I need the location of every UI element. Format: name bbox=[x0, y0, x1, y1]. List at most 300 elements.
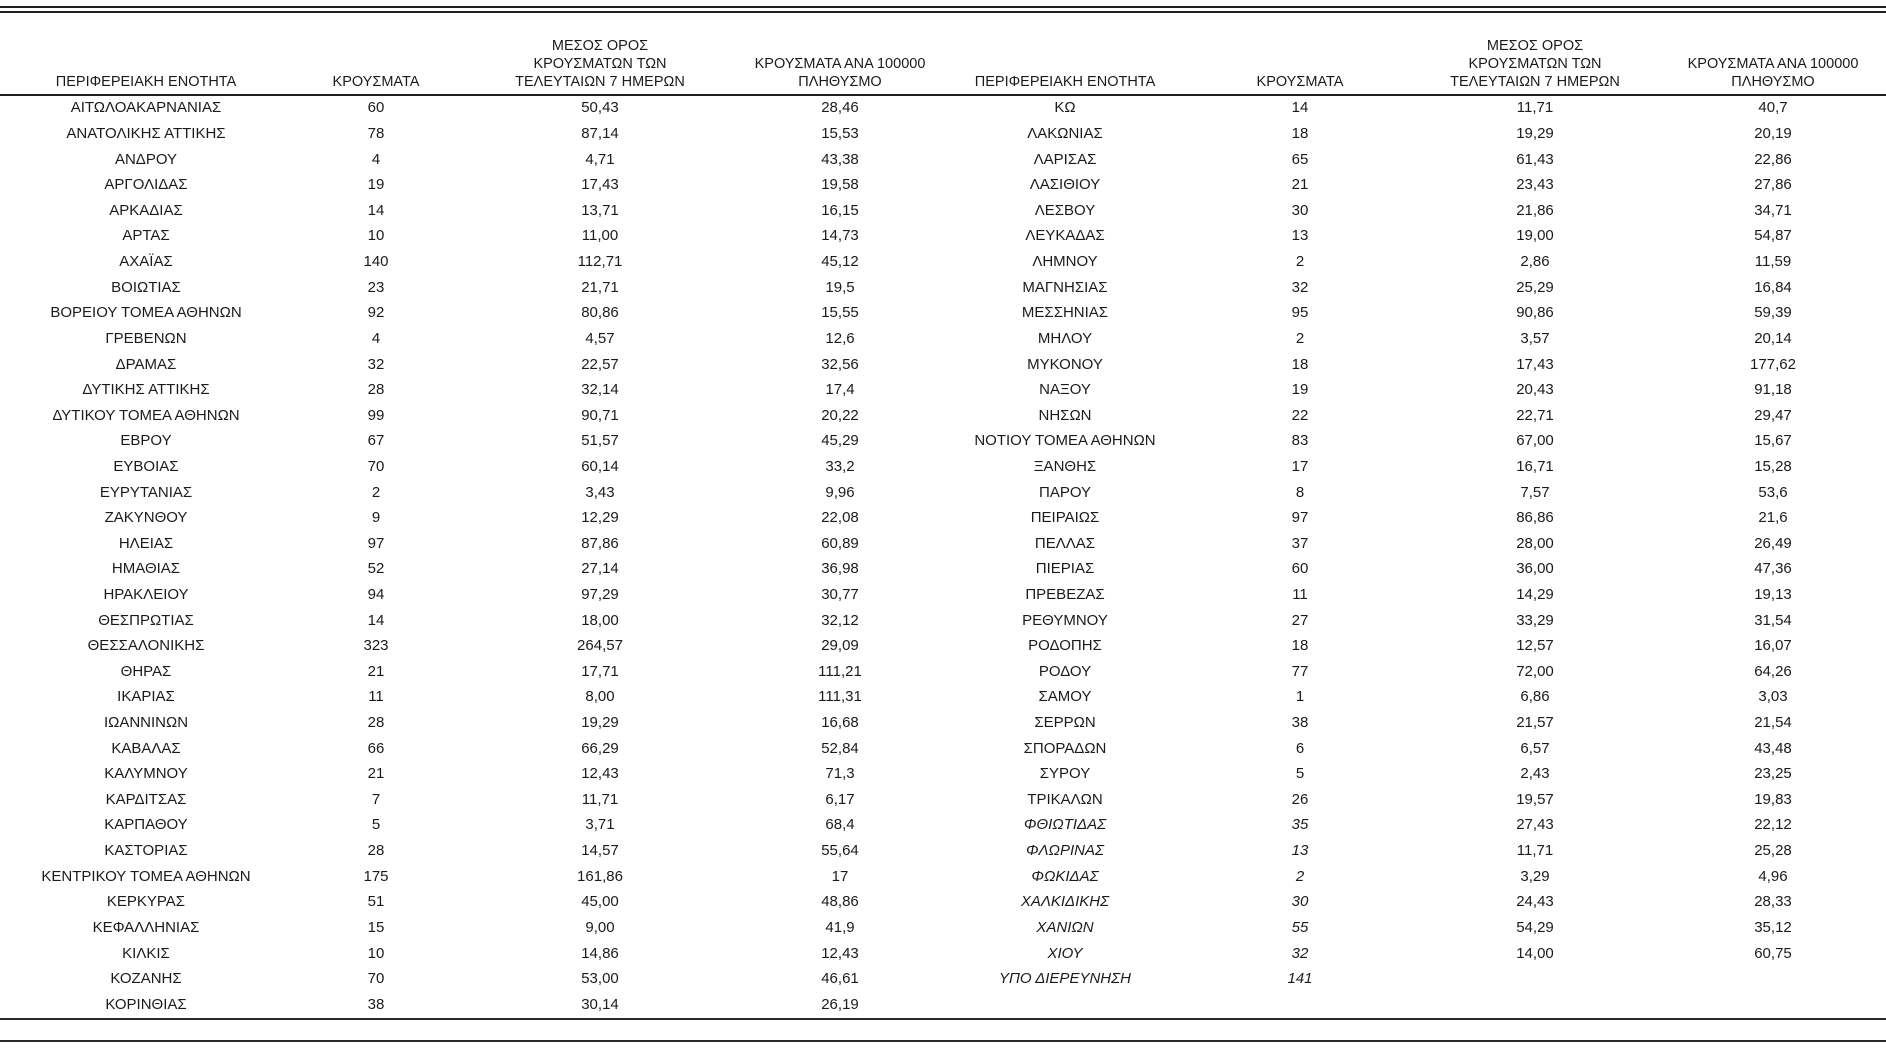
cases-cell: 5 bbox=[1295, 765, 1305, 783]
region-cell: ΝΑΞΟΥ bbox=[1039, 381, 1091, 399]
cases-cell: 15 bbox=[367, 918, 385, 936]
cases-cell: 60 bbox=[367, 99, 385, 117]
avg7-cell: 16,71 bbox=[1516, 457, 1554, 475]
header-avg7-line1: ΜΕΣΟΣ ΟΡΟΣ bbox=[551, 37, 649, 54]
region-cell: ΚΕΝΤΡΙΚΟΥ ΤΟΜΕΑ ΑΘΗΝΩΝ bbox=[41, 867, 251, 885]
avg7-cell: 14,29 bbox=[1516, 586, 1554, 603]
avg7-cell: 12,43 bbox=[581, 765, 619, 783]
per100k-cell: 68,4 bbox=[825, 816, 855, 834]
region-cell: ΚΟΖΑΝΗΣ bbox=[110, 970, 182, 988]
avg7-cell: 97,29 bbox=[581, 586, 619, 603]
cases-cell: 28 bbox=[367, 842, 385, 860]
cases-cell: 28 bbox=[367, 381, 385, 399]
region-cell: ΛΑΡΙΣΑΣ bbox=[1033, 150, 1097, 168]
region-cell: ΠΙΕΡΙΑΣ bbox=[1035, 560, 1095, 578]
region-cell: ΠΕΙΡΑΙΩΣ bbox=[1030, 509, 1100, 527]
per100k-cell: 111,31 bbox=[818, 688, 862, 706]
cases-cell: 67 bbox=[367, 432, 385, 450]
region-cell: ΕΥΡΥΤΑΝΙΑΣ bbox=[99, 483, 193, 501]
per100k-cell: 29,47 bbox=[1754, 406, 1792, 424]
avg7-cell: 72,00 bbox=[1516, 662, 1554, 680]
cases-cell: 77 bbox=[1291, 662, 1309, 680]
cases-cell: 323 bbox=[363, 637, 389, 655]
avg7-cell: 11,71 bbox=[581, 790, 619, 808]
per100k-cell bbox=[1660, 967, 1886, 993]
region-cell: ΡΕΘΥΜΝΟΥ bbox=[1022, 611, 1108, 629]
region-cell: ΔΥΤΙΚΟΥ ΤΟΜΕΑ ΑΘΗΝΩΝ bbox=[52, 406, 240, 424]
cases-table bbox=[0, 13, 1886, 1020]
per100k-cell: 20,22 bbox=[821, 406, 859, 424]
region-cell: ΚΙΛΚΙΣ bbox=[122, 944, 170, 962]
avg7-cell: 61,43 bbox=[1516, 150, 1554, 168]
cases-cell: 38 bbox=[1291, 714, 1309, 732]
avg7-cell: 17,71 bbox=[581, 662, 619, 680]
avg7-cell: 19,29 bbox=[1516, 125, 1554, 143]
avg7-cell: 14,57 bbox=[581, 842, 619, 860]
cases-cell: 32 bbox=[1291, 278, 1309, 296]
top-double-rule bbox=[0, 6, 1886, 13]
per100k-cell: 3,03 bbox=[1758, 688, 1788, 706]
avg7-cell: 112,71 bbox=[577, 253, 623, 271]
avg7-cell: 87,86 bbox=[581, 534, 619, 552]
cases-cell: 2 bbox=[1295, 329, 1305, 347]
avg7-cell: 8,00 bbox=[585, 688, 615, 706]
cases-cell: 70 bbox=[367, 970, 385, 988]
per100k-cell: 19,5 bbox=[825, 278, 855, 296]
cases-cell: 14 bbox=[367, 201, 385, 219]
per100k-cell: 52,84 bbox=[821, 739, 859, 757]
per100k-cell: 45,29 bbox=[821, 432, 859, 450]
cases-cell: 10 bbox=[367, 227, 385, 245]
table-row bbox=[0, 634, 1886, 660]
avg7-cell: 9,00 bbox=[585, 918, 615, 936]
table-row bbox=[0, 583, 1886, 609]
table-row bbox=[0, 250, 1886, 276]
cases-cell: 8 bbox=[1295, 483, 1305, 501]
per100k-cell: 11,59 bbox=[1754, 253, 1792, 271]
avg7-cell: 17,43 bbox=[581, 176, 619, 194]
per100k-cell: 15,28 bbox=[1754, 457, 1792, 475]
cases-cell: 7 bbox=[371, 790, 381, 808]
cases-cell: 65 bbox=[1291, 150, 1309, 168]
avg7-cell: 54,29 bbox=[1516, 918, 1554, 936]
cases-cell: 21 bbox=[1291, 176, 1309, 194]
region-cell: ΛΕΣΒΟΥ bbox=[1034, 201, 1096, 219]
region-cell: ΣΠΟΡΑΔΩΝ bbox=[1023, 739, 1107, 757]
per100k-cell: 16,15 bbox=[821, 201, 859, 219]
table-row bbox=[0, 941, 1886, 967]
header-region-right: ΠΕΡΙΦΕΡΕΙΑΚΗ ΕΝΟΤΗΤΑ bbox=[940, 13, 1190, 95]
header-per100k-right bbox=[1660, 13, 1886, 95]
per100k-cell: 35,12 bbox=[1754, 918, 1792, 936]
per100k-cell: 91,18 bbox=[1754, 381, 1792, 399]
per100k-cell: 55,64 bbox=[821, 842, 859, 860]
region-cell: ΧΑΛΚΙΔΙΚΗΣ bbox=[1020, 893, 1110, 911]
cases-cell: 18 bbox=[1291, 637, 1309, 655]
avg7-cell: 14,00 bbox=[1516, 944, 1554, 962]
avg7-cell: 53,00 bbox=[581, 970, 619, 988]
cases-cell: 9 bbox=[371, 509, 381, 527]
header-per100k-line1: ΚΡΟΥΣΜΑΤΑ ΑΝΑ 100000 bbox=[754, 55, 926, 72]
avg7-cell: 4,57 bbox=[585, 329, 615, 347]
table-row bbox=[0, 967, 1886, 993]
header-avg7-line3: ΤΕΛΕΥΤΑΙΩΝ 7 ΗΜΕΡΩΝ bbox=[515, 73, 685, 90]
avg7-cell: 3,43 bbox=[585, 483, 615, 501]
region-cell: ΔΡΑΜΑΣ bbox=[115, 355, 177, 373]
cases-cell: 17 bbox=[1291, 457, 1309, 475]
region-cell: ΜΥΚΟΝΟΥ bbox=[1027, 355, 1103, 373]
cases-cell: 14 bbox=[367, 611, 385, 629]
avg7-cell: 30,14 bbox=[581, 995, 619, 1013]
avg7-cell: 6,86 bbox=[1520, 688, 1550, 706]
per100k-cell: 16,68 bbox=[821, 714, 859, 732]
per100k-cell: 34,71 bbox=[1754, 201, 1792, 219]
avg7-cell: 21,71 bbox=[581, 278, 619, 296]
cases-cell: 21 bbox=[367, 662, 385, 680]
header-per100k-line2: ΠΛΗΘΥΣΜΟ bbox=[798, 73, 882, 90]
avg7-cell: 20,43 bbox=[1516, 381, 1554, 399]
per100k-cell: 6,17 bbox=[825, 790, 855, 808]
region-cell: ΣΕΡΡΩΝ bbox=[1034, 714, 1096, 732]
per100k-cell: 27,86 bbox=[1754, 176, 1792, 194]
cases-cell: 32 bbox=[367, 355, 385, 373]
per100k-cell: 16,84 bbox=[1754, 278, 1792, 296]
header-avg7-line2: ΚΡΟΥΣΜΑΤΩΝ ΤΩΝ bbox=[533, 55, 667, 72]
per100k-cell: 33,2 bbox=[825, 457, 855, 475]
region-cell: ΑΝΔΡΟΥ bbox=[114, 150, 178, 168]
cases-cell: 37 bbox=[1291, 534, 1309, 552]
header-avg7-right bbox=[1410, 13, 1660, 95]
region-cell: ΧΙΟΥ bbox=[1047, 944, 1083, 962]
per100k-cell: 22,86 bbox=[1754, 150, 1792, 168]
table-row bbox=[0, 352, 1886, 378]
table-row bbox=[0, 122, 1886, 148]
avg7-cell: 27,14 bbox=[581, 560, 619, 578]
table-row bbox=[0, 736, 1886, 762]
cases-cell: 4 bbox=[371, 329, 381, 347]
per100k-cell: 71,3 bbox=[825, 765, 855, 783]
table-row bbox=[0, 147, 1886, 173]
table-row bbox=[0, 762, 1886, 788]
region-cell: ΑΧΑΪΑΣ bbox=[119, 253, 173, 271]
cases-cell: 141 bbox=[1287, 970, 1313, 988]
cases-cell: 4 bbox=[371, 150, 381, 168]
cases-cell: 95 bbox=[1291, 304, 1309, 322]
table-row bbox=[0, 301, 1886, 327]
avg7-cell: 2,86 bbox=[1520, 253, 1550, 271]
cases-cell: 18 bbox=[1291, 355, 1309, 373]
cases-cell: 19 bbox=[1291, 381, 1309, 399]
avg7-cell: 36,00 bbox=[1516, 560, 1554, 578]
per100k-cell: 54,87 bbox=[1754, 227, 1792, 245]
per100k-cell: 43,38 bbox=[821, 150, 859, 168]
per100k-cell: 19,83 bbox=[1754, 790, 1792, 808]
avg7-cell: 17,43 bbox=[1516, 355, 1554, 373]
region-cell: ΣΑΜΟΥ bbox=[1038, 688, 1092, 706]
region-cell: ΛΑΣΙΘΙΟΥ bbox=[1029, 176, 1101, 194]
per100k-cell: 46,61 bbox=[821, 970, 859, 988]
avg7-cell: 264,57 bbox=[577, 637, 623, 655]
per100k-cell: 12,43 bbox=[821, 944, 859, 962]
region-cell: ΑΝΑΤΟΛΙΚΗΣ ΑΤΤΙΚΗΣ bbox=[66, 125, 226, 143]
avg7-cell bbox=[1410, 992, 1660, 1019]
avg7-cell: 60,14 bbox=[581, 457, 619, 475]
region-cell: ΚΑΡΠΑΘΟΥ bbox=[104, 816, 188, 834]
table-row bbox=[0, 864, 1886, 890]
per100k-cell: 59,39 bbox=[1754, 304, 1792, 322]
per100k-cell: 22,12 bbox=[1754, 816, 1792, 834]
per100k-cell: 21,54 bbox=[1754, 714, 1792, 732]
avg7-cell: 13,71 bbox=[581, 201, 619, 219]
per100k-cell: 48,86 bbox=[821, 893, 859, 911]
table-row bbox=[0, 429, 1886, 455]
cases-cell: 51 bbox=[367, 893, 385, 911]
cases-cell: 14 bbox=[1291, 99, 1309, 117]
cases-cell: 97 bbox=[1291, 509, 1309, 527]
region-cell: ΘΕΣΠΡΩΤΙΑΣ bbox=[98, 611, 194, 629]
region-cell: ΚΟΡΙΝΘΙΑΣ bbox=[105, 995, 187, 1013]
region-cell: ΦΩΚΙΔΑΣ bbox=[1031, 867, 1099, 885]
region-cell: ΗΛΕΙΑΣ bbox=[118, 534, 174, 552]
region-cell: ΠΡΕΒΕΖΑΣ bbox=[1025, 586, 1105, 603]
cases-cell: 2 bbox=[1295, 867, 1305, 885]
avg7-cell: 80,86 bbox=[581, 304, 619, 322]
per100k-cell: 32,56 bbox=[821, 355, 859, 373]
region-cell: ΕΒΡΟΥ bbox=[120, 432, 172, 450]
per100k-cell: 26,19 bbox=[821, 995, 859, 1013]
per100k-cell: 15,55 bbox=[821, 304, 859, 322]
region-cell: ΚΩ bbox=[1054, 99, 1076, 117]
avg7-cell: 4,71 bbox=[585, 150, 615, 168]
avg7-cell: 161,86 bbox=[577, 867, 623, 885]
table-row bbox=[0, 557, 1886, 583]
cases-cell: 18 bbox=[1291, 125, 1309, 143]
avg7-cell: 90,86 bbox=[1516, 304, 1554, 322]
header-per100k-line1: ΚΡΟΥΣΜΑΤΑ ΑΝΑ 100000 bbox=[1687, 55, 1859, 72]
per100k-cell: 40,7 bbox=[1758, 99, 1788, 117]
avg7-cell: 14,86 bbox=[581, 944, 619, 962]
header-avg7-left bbox=[460, 13, 740, 95]
per100k-cell: 36,98 bbox=[821, 560, 859, 578]
per100k-cell: 20,19 bbox=[1754, 125, 1792, 143]
table-row bbox=[0, 531, 1886, 557]
avg7-cell: 12,29 bbox=[581, 509, 619, 527]
per100k-cell: 60,75 bbox=[1754, 944, 1792, 962]
table-row bbox=[0, 403, 1886, 429]
cases-cell: 21 bbox=[367, 765, 385, 783]
region-cell: ΛΑΚΩΝΙΑΣ bbox=[1027, 125, 1103, 143]
avg7-cell: 11,71 bbox=[1516, 99, 1554, 117]
avg7-cell: 18,00 bbox=[581, 611, 619, 629]
region-cell: ΖΑΚΥΝΘΟΥ bbox=[104, 509, 188, 527]
header-avg7-line2: ΚΡΟΥΣΜΑΤΩΝ ΤΩΝ bbox=[1468, 55, 1602, 72]
region-cell: ΒΟΙΩΤΙΑΣ bbox=[111, 278, 181, 296]
per100k-cell: 28,46 bbox=[821, 99, 859, 117]
avg7-cell: 3,71 bbox=[585, 816, 615, 834]
per100k-cell: 4,96 bbox=[1758, 867, 1788, 885]
cases-cell: 10 bbox=[367, 944, 385, 962]
cases-cell: 140 bbox=[363, 253, 389, 271]
avg7-cell: 12,57 bbox=[1516, 637, 1554, 655]
per100k-cell: 23,25 bbox=[1754, 765, 1792, 783]
table-row bbox=[0, 326, 1886, 352]
region-cell: ΚΑΣΤΟΡΙΑΣ bbox=[104, 842, 188, 860]
cases-cell: 60 bbox=[1291, 560, 1309, 578]
cases-cell: 70 bbox=[367, 457, 385, 475]
cases-cell: 11 bbox=[1292, 586, 1308, 603]
table-row bbox=[0, 480, 1886, 506]
per100k-cell: 15,67 bbox=[1754, 432, 1792, 450]
table-body bbox=[0, 95, 1886, 1019]
region-cell: ΘΕΣΣΑΛΟΝΙΚΗΣ bbox=[87, 637, 205, 655]
region-cell: ΠΑΡΟΥ bbox=[1038, 483, 1092, 501]
region-cell: ΕΥΒΟΙΑΣ bbox=[113, 457, 179, 475]
region-cell: ΤΡΙΚΑΛΩΝ bbox=[1027, 790, 1103, 808]
cases-cell: 83 bbox=[1291, 432, 1309, 450]
avg7-cell bbox=[1410, 967, 1660, 993]
per100k-cell: 26,49 bbox=[1754, 534, 1792, 552]
avg7-cell: 66,29 bbox=[581, 739, 619, 757]
avg7-cell: 25,29 bbox=[1516, 278, 1554, 296]
cases-cell: 19 bbox=[367, 176, 385, 194]
cases-cell: 27 bbox=[1291, 611, 1309, 629]
region-cell: ΔΥΤΙΚΗΣ ΑΤΤΙΚΗΣ bbox=[82, 381, 210, 399]
table-row bbox=[0, 839, 1886, 865]
region-cell: ΚΑΛΥΜΝΟΥ bbox=[104, 765, 188, 783]
per100k-cell: 25,28 bbox=[1754, 842, 1792, 860]
cases-cell: 23 bbox=[367, 278, 385, 296]
per100k-cell: 29,09 bbox=[821, 637, 859, 655]
region-cell bbox=[940, 992, 1190, 1019]
avg7-cell: 19,00 bbox=[1516, 227, 1554, 245]
cases-cell: 13 bbox=[1291, 842, 1309, 860]
cases-cell bbox=[1190, 992, 1410, 1019]
header-per100k-line2: ΠΛΗΘΥΣΜΟ bbox=[1731, 73, 1815, 90]
per100k-cell: 12,6 bbox=[825, 329, 855, 347]
region-cell: ΠΕΛΛΑΣ bbox=[1034, 534, 1096, 552]
cases-cell: 22 bbox=[1291, 406, 1309, 424]
bottom-rule bbox=[0, 1040, 1886, 1042]
cases-cell: 55 bbox=[1291, 918, 1309, 936]
per100k-cell: 45,12 bbox=[821, 253, 859, 271]
cases-cell: 6 bbox=[1295, 739, 1305, 757]
region-cell: ΑΡΚΑΔΙΑΣ bbox=[109, 201, 183, 219]
header-avg7-line3: ΤΕΛΕΥΤΑΙΩΝ 7 ΗΜΕΡΩΝ bbox=[1450, 73, 1620, 90]
avg7-cell: 87,14 bbox=[581, 125, 619, 143]
cases-cell: 30 bbox=[1291, 893, 1309, 911]
region-cell: ΜΗΛΟΥ bbox=[1037, 329, 1093, 347]
avg7-cell: 19,57 bbox=[1516, 790, 1554, 808]
region-cell: ΚΕΦΑΛΛΗΝΙΑΣ bbox=[92, 918, 200, 936]
cases-cell: 97 bbox=[367, 534, 385, 552]
avg7-cell: 22,71 bbox=[1516, 406, 1554, 424]
cases-cell: 2 bbox=[371, 483, 381, 501]
avg7-cell: 19,29 bbox=[581, 714, 619, 732]
table-row bbox=[0, 711, 1886, 737]
per100k-cell: 16,07 bbox=[1754, 637, 1792, 655]
region-cell: ΡΟΔΟΠΗΣ bbox=[1028, 637, 1102, 655]
cases-cell: 28 bbox=[367, 714, 385, 732]
table-row bbox=[0, 890, 1886, 916]
region-cell: ΑΡΓΟΛΙΔΑΣ bbox=[104, 176, 188, 194]
region-cell: ΚΕΡΚΥΡΑΣ bbox=[106, 893, 186, 911]
region-cell: ΡΟΔΟΥ bbox=[1038, 662, 1092, 680]
avg7-cell: 11,00 bbox=[581, 227, 619, 245]
avg7-cell: 27,43 bbox=[1516, 816, 1554, 834]
table-header bbox=[0, 13, 1886, 95]
region-cell: ΚΑΒΑΛΑΣ bbox=[111, 739, 181, 757]
avg7-cell: 50,43 bbox=[581, 99, 619, 117]
per100k-cell: 19,58 bbox=[821, 176, 859, 194]
table-row bbox=[0, 455, 1886, 481]
table-row bbox=[0, 378, 1886, 404]
region-cell: ΦΘΙΩΤΙΔΑΣ bbox=[1023, 816, 1107, 834]
cases-cell: 66 bbox=[367, 739, 385, 757]
table-row bbox=[0, 813, 1886, 839]
avg7-cell: 23,43 bbox=[1516, 176, 1554, 194]
region-cell: ΧΑΝΙΩΝ bbox=[1036, 918, 1094, 936]
per100k-cell: 111,21 bbox=[818, 662, 862, 680]
avg7-cell: 51,57 bbox=[581, 432, 619, 450]
cases-cell: 11 bbox=[368, 688, 384, 706]
header-cases-left: ΚΡΟΥΣΜΑΤΑ bbox=[292, 13, 460, 95]
table-row bbox=[0, 916, 1886, 942]
per100k-cell bbox=[1660, 992, 1886, 1019]
per100k-cell: 20,14 bbox=[1754, 329, 1792, 347]
per100k-cell: 28,33 bbox=[1754, 893, 1792, 911]
per100k-cell: 17 bbox=[831, 867, 849, 885]
region-cell: ΙΚΑΡΙΑΣ bbox=[117, 688, 175, 706]
header-region-left: ΠΕΡΙΦΕΡΕΙΑΚΗ ΕΝΟΤΗΤΑ bbox=[0, 13, 292, 95]
per100k-cell: 21,6 bbox=[1758, 509, 1788, 527]
per100k-cell: 17,4 bbox=[825, 381, 855, 399]
report-page bbox=[0, 6, 1886, 1042]
header-cases-right: ΚΡΟΥΣΜΑΤΑ bbox=[1190, 13, 1410, 95]
table-row bbox=[0, 608, 1886, 634]
avg7-cell: 67,00 bbox=[1516, 432, 1554, 450]
cases-cell: 30 bbox=[1291, 201, 1309, 219]
table-row bbox=[0, 659, 1886, 685]
avg7-cell: 33,29 bbox=[1516, 611, 1554, 629]
per100k-cell: 43,48 bbox=[1754, 739, 1792, 757]
avg7-cell: 24,43 bbox=[1516, 893, 1554, 911]
avg7-cell: 45,00 bbox=[581, 893, 619, 911]
cases-cell: 26 bbox=[1291, 790, 1309, 808]
per100k-cell: 19,13 bbox=[1754, 586, 1792, 603]
region-cell: ΒΟΡΕΙΟΥ ΤΟΜΕΑ ΑΘΗΝΩΝ bbox=[50, 304, 242, 322]
avg7-cell: 32,14 bbox=[581, 381, 619, 399]
per100k-cell: 15,53 bbox=[821, 125, 859, 143]
per100k-cell: 53,6 bbox=[1758, 483, 1788, 501]
per100k-cell: 9,96 bbox=[825, 483, 855, 501]
region-cell: ΜΕΣΣΗΝΙΑΣ bbox=[1021, 304, 1109, 322]
table-row bbox=[0, 173, 1886, 199]
cases-cell: 35 bbox=[1291, 816, 1309, 834]
region-cell: ΝΗΣΩΝ bbox=[1038, 406, 1092, 424]
per100k-cell: 41,9 bbox=[825, 918, 855, 936]
table-row bbox=[0, 95, 1886, 122]
per100k-cell: 31,54 bbox=[1754, 611, 1792, 629]
cases-cell: 2 bbox=[1295, 253, 1305, 271]
region-cell: ΓΡΕΒΕΝΩΝ bbox=[105, 329, 187, 347]
table-row bbox=[0, 275, 1886, 301]
table-row bbox=[0, 787, 1886, 813]
per100k-cell: 22,08 bbox=[821, 509, 859, 527]
table-row bbox=[0, 506, 1886, 532]
region-cell: ΘΗΡΑΣ bbox=[120, 662, 172, 680]
region-cell: ΑΙΤΩΛΟΑΚΑΡΝΑΝΙΑΣ bbox=[70, 99, 222, 117]
cases-cell: 52 bbox=[367, 560, 385, 578]
